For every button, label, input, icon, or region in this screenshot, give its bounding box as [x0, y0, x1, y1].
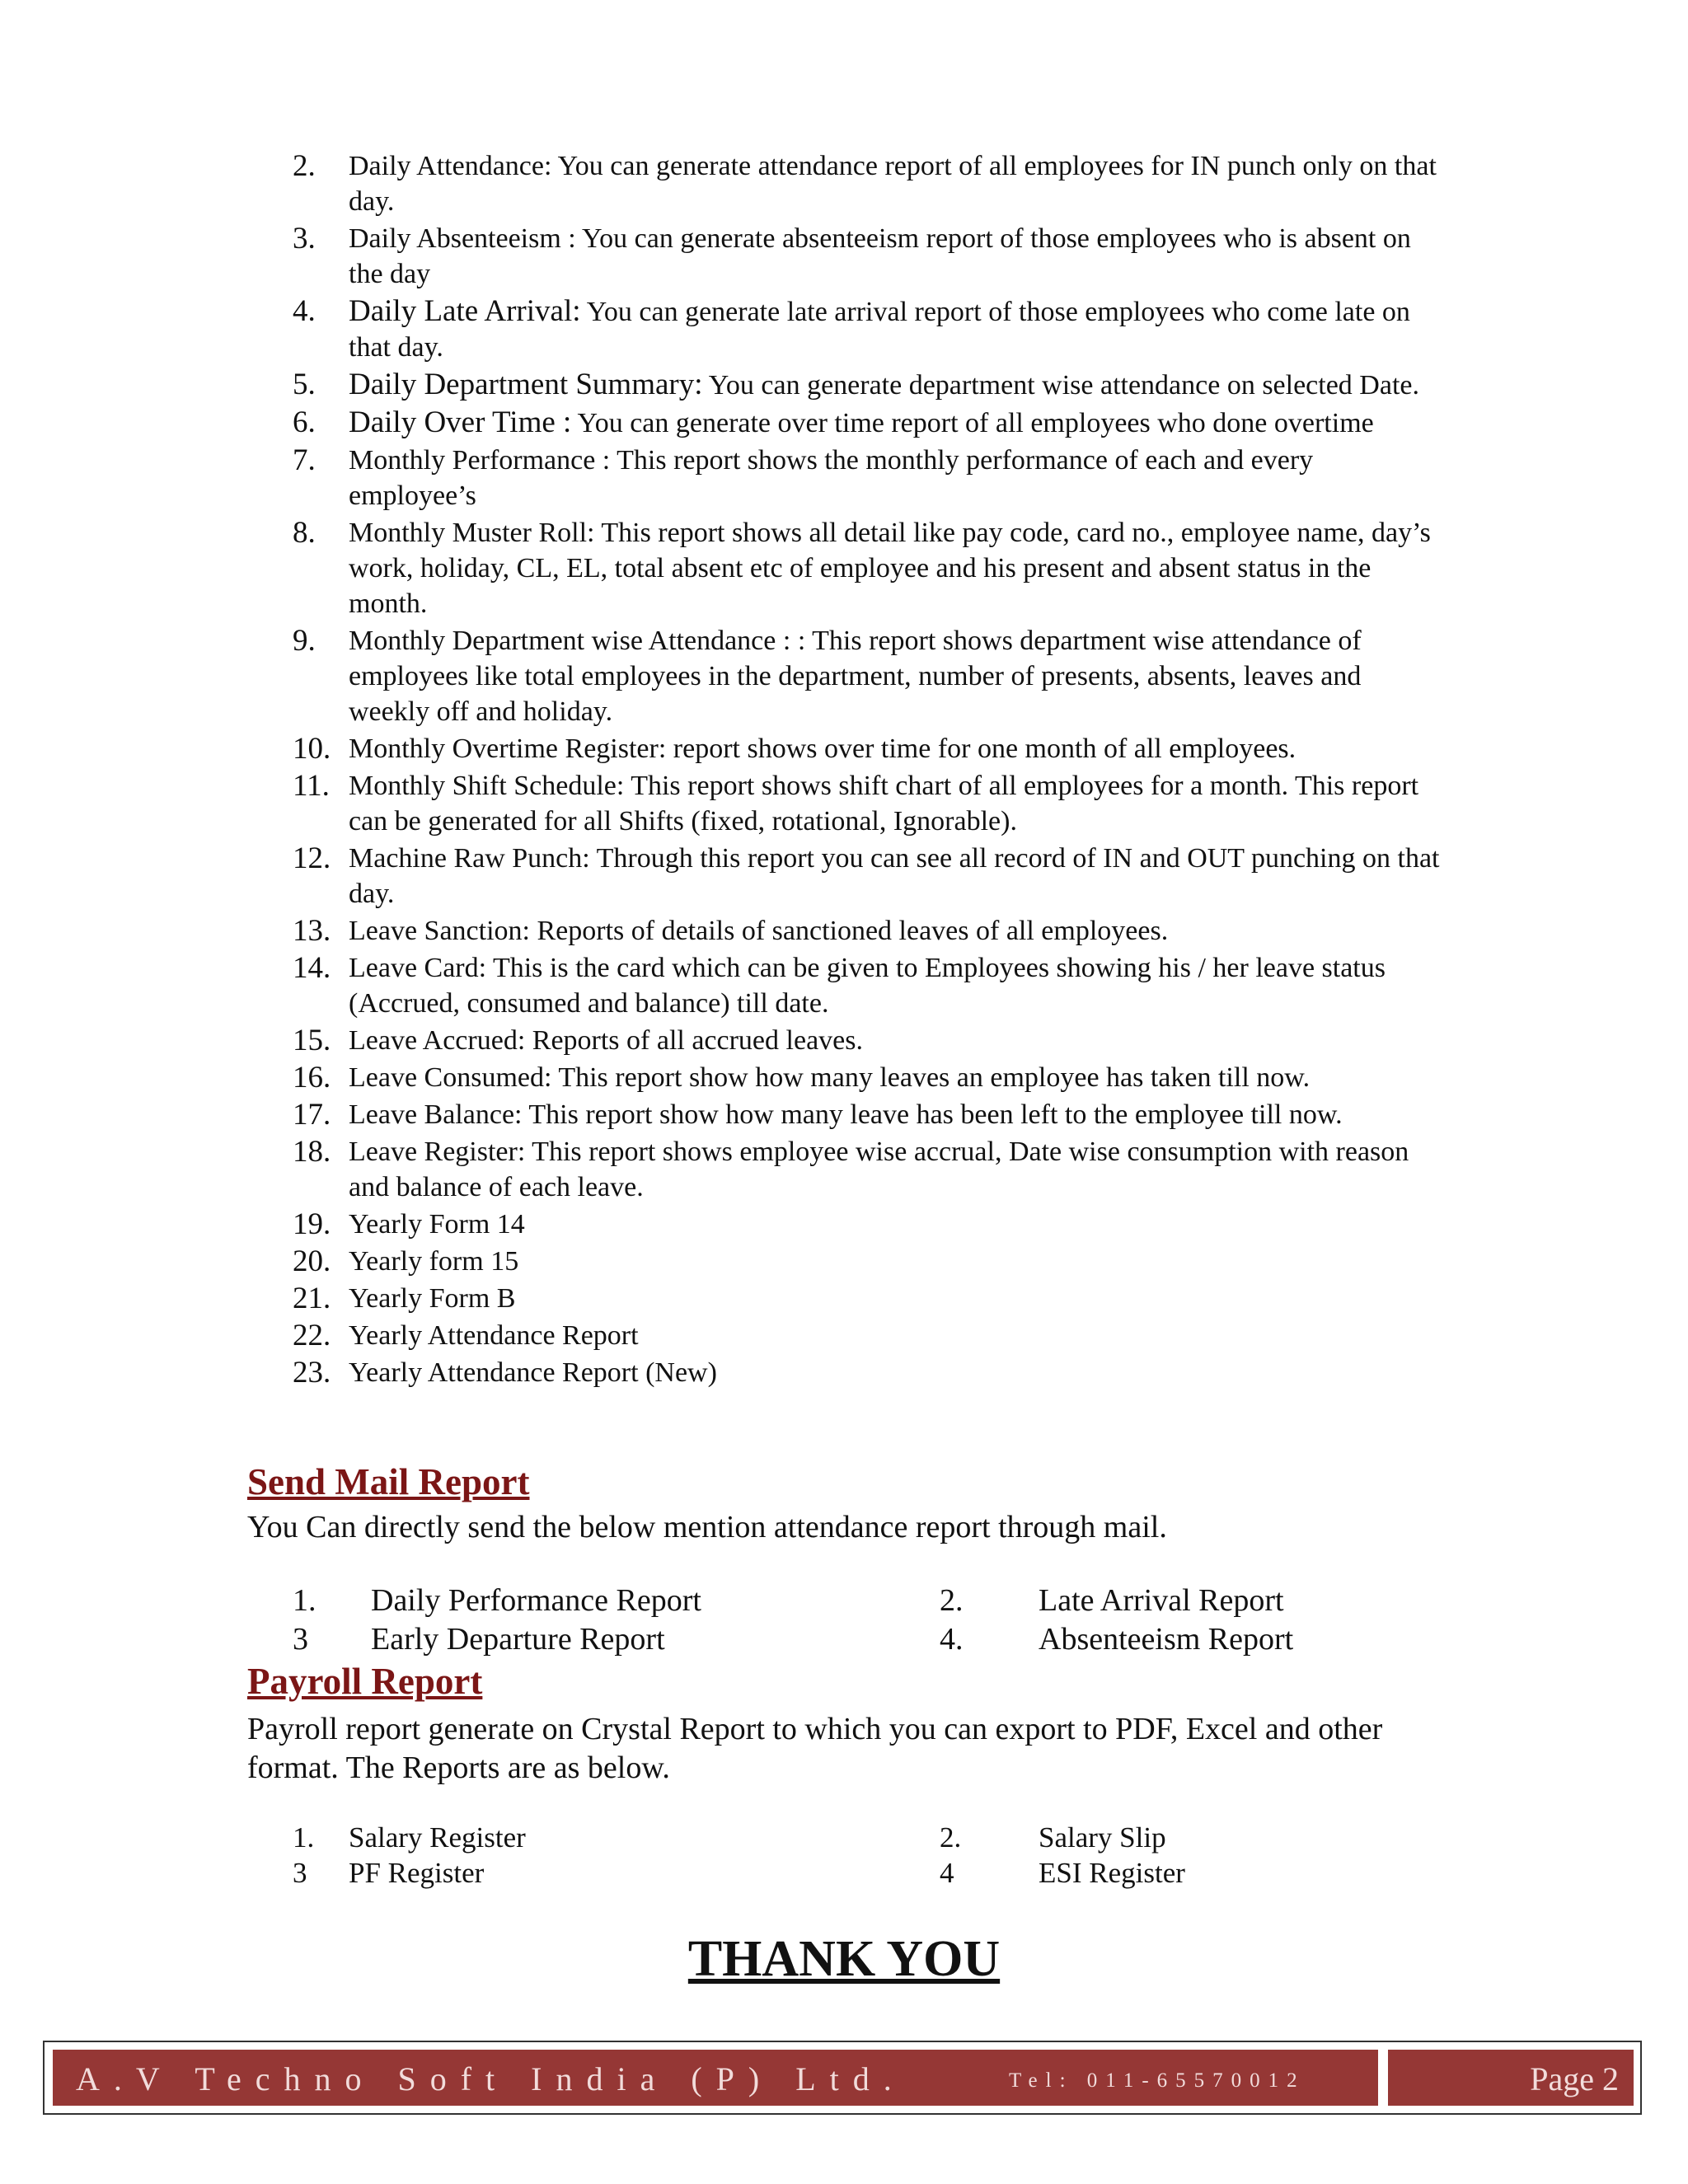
footer-company: A.V Techno Soft India (P) Ltd.: [76, 2060, 906, 2097]
item-label: Absenteeism Report: [1039, 1622, 1294, 1657]
report-number: 11.: [293, 769, 330, 803]
report-item: [293, 1207, 1447, 1242]
report-detail: You can generate late arrival report of those employees who come late on that day.: [349, 297, 1410, 363]
report-item: [293, 1281, 1447, 1316]
report-item: [293, 443, 1447, 513]
report-description: [349, 405, 1447, 441]
report-item: [293, 221, 1447, 292]
report-description: [349, 443, 1447, 513]
report-detail: Reports of details of sanctioned leaves of all employees.: [529, 916, 1169, 946]
report-description: [349, 1207, 1447, 1242]
report-title: Daily Late Arrival:: [349, 294, 581, 328]
report-description: [349, 913, 1447, 949]
report-number: 17.: [293, 1098, 331, 1132]
report-number: 5.: [293, 368, 316, 401]
send-mail-heading: Send Mail Report: [247, 1461, 530, 1502]
report-number: 14.: [293, 951, 331, 985]
report-description: [349, 293, 1447, 365]
report-description: [349, 841, 1447, 912]
payroll-list: [293, 1821, 1447, 1892]
item-label: Late Arrival Report: [1039, 1583, 1284, 1618]
item-label: Salary Register: [349, 1821, 526, 1854]
report-description: [349, 515, 1447, 621]
item-label: PF Register: [349, 1857, 485, 1889]
report-item: [293, 623, 1447, 729]
report-title: Monthly Muster Roll:: [349, 518, 595, 548]
report-title: Daily Attendance:: [349, 151, 552, 181]
report-number: 8.: [293, 516, 316, 550]
footer-page-panel: [1388, 2050, 1634, 2106]
report-item: [293, 148, 1447, 219]
item-number: 4.: [940, 1622, 964, 1657]
footer-telephone: Tel: 011-65570012: [1009, 2069, 1306, 2092]
report-detail: This is the card which can be given to Employees showing his / her leave status (Accrued, consumed and balance) till date.: [349, 953, 1386, 1019]
report-title: Leave Accrued:: [349, 1025, 526, 1056]
item-number: 3: [293, 1857, 307, 1889]
report-item: [293, 841, 1447, 912]
payroll-heading: Payroll Report: [247, 1661, 483, 1702]
report-number: 23.: [293, 1356, 331, 1390]
report-number: 2.: [293, 149, 316, 183]
report-number: 4.: [293, 294, 316, 328]
report-number: 15.: [293, 1024, 331, 1057]
report-detail: You can generate absenteeism report of those employees who is absent on the day: [349, 223, 1411, 289]
report-item: [293, 1060, 1447, 1095]
page-number: Page 2: [1530, 2060, 1619, 2097]
report-description: [349, 221, 1447, 292]
item-label: Salary Slip: [1039, 1821, 1166, 1854]
report-description: [349, 148, 1447, 219]
report-number: 9.: [293, 624, 316, 658]
item-number: 1.: [293, 1821, 315, 1854]
footer-company-panel: [53, 2050, 1378, 2106]
report-item: [293, 1244, 1447, 1279]
report-detail: This report show how many leave has been left to the employee till now.: [522, 1099, 1343, 1130]
report-title: Leave Balance:: [349, 1099, 523, 1130]
report-item: [293, 1355, 1447, 1390]
report-item: [293, 367, 1447, 403]
item-label: ESI Register: [1039, 1857, 1185, 1889]
report-title: Leave Consumed:: [349, 1062, 552, 1093]
report-description: [349, 1281, 1447, 1316]
report-description: [349, 950, 1447, 1021]
report-description: [349, 1060, 1447, 1095]
report-title: Machine Raw Punch:: [349, 843, 590, 874]
report-description: [349, 731, 1447, 766]
report-title: Monthly Shift Schedule:: [349, 771, 625, 801]
payroll-intro: Payroll report generate on Crystal Report to which you can export to PDF, Excel and other format. The Reports are as below.: [247, 1712, 1383, 1785]
report-detail: This report shows all detail like pay code, card no., employee name, day’s work, holiday, CL, EL, total absent etc of employee and his present and absent status in the month.: [349, 518, 1431, 619]
report-item: [293, 1023, 1447, 1058]
report-detail: You can generate over time report of all employees who done overtime: [571, 408, 1374, 438]
item-number: 1.: [293, 1583, 316, 1618]
report-description: [349, 1097, 1447, 1132]
report-number: 3.: [293, 222, 316, 255]
report-detail: report shows over time for one month of all employees.: [666, 733, 1296, 764]
report-list: [293, 148, 1447, 1392]
report-description: [349, 768, 1447, 839]
send-mail-list: [293, 1582, 1447, 1660]
report-number: 19.: [293, 1207, 331, 1241]
closing-text: THANK YOU: [687, 1931, 1001, 1987]
report-item: [293, 515, 1447, 621]
report-number: 20.: [293, 1244, 331, 1278]
report-detail: You can generate department wise attendance on selected Date.: [702, 370, 1419, 401]
report-description: [349, 1355, 1447, 1390]
send-mail-intro: You Can directly send the below mention attendance report through mail.: [247, 1510, 1167, 1544]
report-description: [349, 1023, 1447, 1058]
report-item: [293, 1318, 1447, 1353]
report-item: [293, 950, 1447, 1021]
list-item: [293, 1582, 1447, 1621]
report-detail: Through this report you can see all record of IN and OUT punching on that day.: [349, 843, 1440, 909]
report-number: 12.: [293, 841, 331, 875]
report-description: [349, 623, 1447, 729]
report-detail: This report shows employee wise accrual, Date wise consumption with reason and balance of each leave.: [349, 1137, 1409, 1202]
report-number: 16.: [293, 1061, 331, 1094]
report-title: Monthly Department wise Attendance : :: [349, 626, 806, 656]
report-detail: You can generate attendance report of all employees for IN punch only on that day.: [349, 151, 1437, 217]
item-label: Early Departure Report: [371, 1622, 665, 1657]
report-title: Leave Sanction:: [349, 916, 530, 946]
report-title: Yearly Attendance Report: [349, 1320, 639, 1351]
report-description: [349, 1318, 1447, 1353]
report-number: 22.: [293, 1319, 331, 1352]
report-item: [293, 1134, 1447, 1205]
report-description: [349, 1244, 1447, 1279]
item-label: Daily Performance Report: [371, 1583, 701, 1618]
report-title: Leave Card:: [349, 953, 487, 983]
report-number: 6.: [293, 405, 316, 439]
item-number: 2.: [940, 1821, 962, 1854]
report-number: 10.: [293, 732, 331, 766]
report-number: 21.: [293, 1282, 331, 1315]
item-number: 4: [940, 1857, 954, 1889]
item-number: 3: [293, 1622, 308, 1657]
report-number: 7.: [293, 443, 316, 477]
report-description: [349, 1134, 1447, 1205]
report-number: 18.: [293, 1135, 331, 1169]
report-item: [293, 293, 1447, 365]
report-item: [293, 768, 1447, 839]
report-title: Yearly form 15: [349, 1246, 519, 1277]
report-detail: Reports of all accrued leaves.: [525, 1025, 863, 1056]
report-detail: This report show how many leaves an employee has taken till now.: [551, 1062, 1311, 1093]
list-item: [293, 1857, 1447, 1892]
report-title: Monthly Performance :: [349, 445, 611, 476]
report-title: Daily Over Time :: [349, 405, 572, 439]
list-item: [293, 1621, 1447, 1660]
report-title: Monthly Overtime Register:: [349, 733, 667, 764]
report-title: Daily Department Summary:: [349, 368, 703, 401]
report-title: Yearly Form B: [349, 1283, 516, 1314]
report-description: [349, 367, 1447, 403]
report-detail: This report shows shift chart of all employees for a month. This report can be generated for all Shifts (fixed, rotational, Ignorable).: [349, 771, 1419, 837]
report-detail: This report shows department wise attendance of employees like total employees in the department, number of presents, absents, leaves and weekly off and holiday.: [349, 626, 1362, 727]
list-item: [293, 1821, 1447, 1857]
report-item: [293, 731, 1447, 766]
report-detail: This report shows the monthly performance of each and every employee’s: [349, 445, 1314, 511]
report-title: Yearly Form 14: [349, 1209, 525, 1240]
report-item: [293, 913, 1447, 949]
report-title: Yearly Attendance Report (New): [349, 1357, 717, 1388]
report-title: Leave Register:: [349, 1137, 526, 1167]
report-item: [293, 405, 1447, 441]
page-footer: [43, 2041, 1642, 2115]
item-number: 2.: [940, 1583, 964, 1618]
report-number: 13.: [293, 914, 331, 948]
report-item: [293, 1097, 1447, 1132]
report-title: Daily Absenteeism :: [349, 223, 576, 254]
